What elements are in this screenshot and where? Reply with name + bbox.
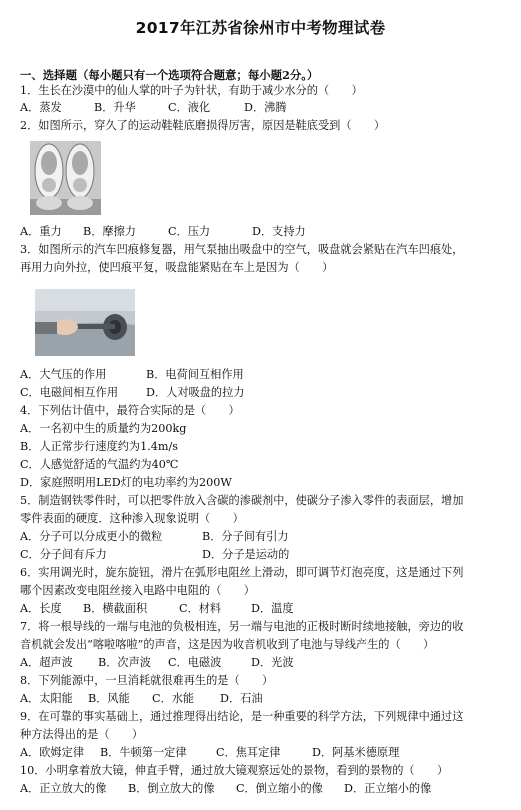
q5-option-a: A．分子可以分成更小的微粒 xyxy=(20,530,163,543)
q10-option-d: D．正立缩小的像 xyxy=(344,782,432,795)
q8-stem: 8．下列能源中，一旦消耗就很难再生的是（ ） xyxy=(20,674,274,687)
q1-option-b: B．升华 xyxy=(94,101,136,114)
q3-option-c: C．电磁间相互作用 xyxy=(20,386,119,399)
q10-options xyxy=(20,782,431,796)
q6-option-a: A．长度 xyxy=(20,602,62,615)
q5-stem-line-1: 5．制造钢铁零件时，可以把零件放入含碳的渗碳剂中，使碳分子渗入零件的表面层，增加 xyxy=(20,494,464,507)
worn-shoe-soles-image xyxy=(30,141,101,215)
q7-option-a: A．超声波 xyxy=(20,656,73,669)
q2-stem: 2．如图所示，穿久了的运动鞋鞋底磨损得厉害，原因是鞋底受到（ ） xyxy=(20,119,386,132)
q1-option-a: A．蒸发 xyxy=(20,101,62,114)
q9-options xyxy=(20,746,399,760)
q10-option-b: B．倒立放大的像 xyxy=(128,782,215,795)
q5-stem-line-2: 零件表面的硬度．这种渗入现象说明（ ） xyxy=(20,512,244,525)
q1-option-c: C．液化 xyxy=(168,101,211,114)
q5-option-d: D．分子是运动的 xyxy=(202,548,290,561)
q5-options-row-2 xyxy=(20,548,289,562)
q6-option-c: C．材料 xyxy=(179,602,222,615)
exam-title: 2017年江苏省徐州市中考物理试卷 xyxy=(135,19,386,37)
q4-option-a: A．一名初中生的质量约为200kg xyxy=(20,422,187,435)
q4-option-c: C．人感觉舒适的气温约为40℃ xyxy=(20,458,179,471)
dent-repair-tool-image xyxy=(35,289,135,356)
q8-option-b: B．风能 xyxy=(88,692,130,705)
q2-option-c: C．压力 xyxy=(168,225,211,238)
q3-stem-line-1: 3．如图所示的汽车凹痕修复器，用气泵抽出吸盘中的空气，吸盘就会紧贴在汽车凹痕处， xyxy=(20,243,464,256)
q9-option-a: A．欧姆定律 xyxy=(20,746,85,759)
q8-options xyxy=(20,692,263,706)
q5-options-row-1 xyxy=(20,530,289,544)
q4-stem: 4．下列估计值中，最符合实际的是（ ） xyxy=(20,404,240,417)
q2-option-b: B．摩擦力 xyxy=(83,225,136,238)
q8-option-d: D．石油 xyxy=(220,692,263,705)
q3-option-b: B．电荷间互相作用 xyxy=(146,368,244,381)
q6-option-b: B．横截面积 xyxy=(83,602,148,615)
q7-stem-line-2: 音机就会发出“喀啦喀啦”的声音，这是因为收音机收到了电池与导线产生的（ ） xyxy=(20,638,435,651)
q10-option-c: C．倒立缩小的像 xyxy=(236,782,323,795)
q7-stem-line-1: 7．将一根导线的一端与电池的负极相连，另一端与电池的正极时断时续地接触，旁边的收 xyxy=(20,620,464,633)
q3-stem-line-2: 再用力向外拉，使凹痕平复，吸盘能紧贴在车上是因为（ ） xyxy=(20,261,334,274)
q9-stem-line-2: 种方法得出的是（ ） xyxy=(20,728,144,741)
q8-option-c: C．水能 xyxy=(152,692,195,705)
q9-option-b: B．牛顿第一定律 xyxy=(100,746,187,759)
q2-option-a: A．重力 xyxy=(20,225,62,238)
q2-option-d: D．支持力 xyxy=(252,225,306,238)
q6-options xyxy=(20,602,294,616)
q7-option-d: D．光波 xyxy=(251,656,294,669)
q6-stem-line-2: 哪个因素改变电阻丝接入电路中电阻的（ ） xyxy=(20,584,255,597)
q1-options xyxy=(20,101,287,115)
q5-option-c: C．分子间有斥力 xyxy=(20,548,107,561)
q2-options xyxy=(20,225,306,239)
q10-stem: 10．小明拿着放大镜，伸直手臂，通过放大镜观察远处的景物，看到的景物的（ ） xyxy=(20,764,449,777)
q9-stem-line-1: 9．在可靠的事实基础上，通过推理得出结论，是一种重要的科学方法，下列规律中通过这 xyxy=(20,710,464,723)
section-heading: 一、选择题（每小题只有一个选项符合题意；每小题2分。） xyxy=(20,68,319,82)
q3-options-row-2 xyxy=(20,386,244,400)
q4-option-d: D．家庭照明用LED灯的电功率约为200W xyxy=(20,476,232,489)
q1-stem: 1．生长在沙漠中的仙人掌的叶子为针状，有助于减少水分的（ ） xyxy=(20,84,363,97)
q6-stem-line-1: 6．实用调光时，旋东旋钮，滑片在弧形电阻丝上滑动，即可调节灯泡亮度，这是通过下列 xyxy=(20,566,464,579)
q9-option-c: C．焦耳定律 xyxy=(216,746,281,759)
q3-option-d: D．人对吸盘的拉力 xyxy=(146,386,245,399)
q7-options xyxy=(20,656,294,670)
q9-option-d: D．阿基米德原理 xyxy=(312,746,400,759)
q7-option-c: C．电磁波 xyxy=(168,656,222,669)
q3-option-a: A．大气压的作用 xyxy=(20,368,107,381)
q10-option-a: A．正立放大的像 xyxy=(20,782,107,795)
q3-options-row-1 xyxy=(20,368,244,382)
q7-option-b: B．次声波 xyxy=(98,656,151,669)
q6-option-d: D．温度 xyxy=(251,602,294,615)
q8-option-a: A．太阳能 xyxy=(20,692,73,705)
q5-option-b: B．分子间有引力 xyxy=(202,530,289,543)
q1-option-d: D．沸腾 xyxy=(244,101,287,114)
q4-option-b: B．人正常步行速度约为1.4m/s xyxy=(20,440,179,453)
